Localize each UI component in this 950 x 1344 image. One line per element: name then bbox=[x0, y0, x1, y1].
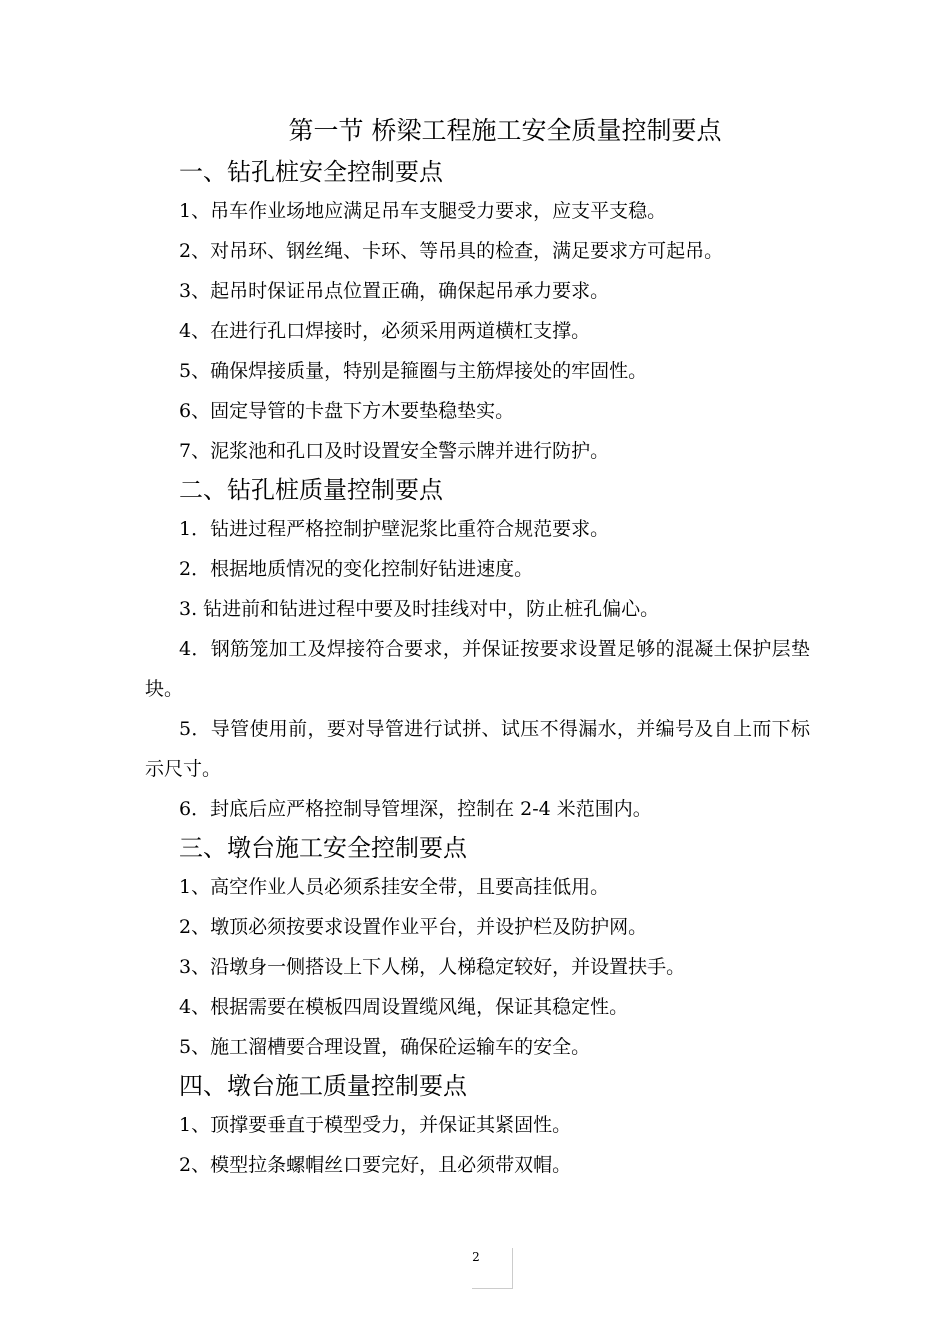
section-heading: 一、钻孔桩安全控制要点 bbox=[179, 158, 443, 186]
document-body bbox=[145, 153, 810, 1185]
list-item: 3. 钻进前和钻进过程中要及时挂线对中，防止桩孔偏心。 bbox=[179, 598, 660, 620]
list-item: 4、根据需要在模板四周设置缆风绳，保证其稳定性。 bbox=[179, 996, 629, 1018]
section-pier-quality bbox=[145, 1067, 810, 1185]
list-item: 6．封底后应严格控制导管埋深，控制在 2-4 米范围内。 bbox=[179, 798, 652, 820]
section-heading: 三、墩台施工安全控制要点 bbox=[179, 834, 467, 862]
list-item: 5、确保焊接质量，特别是箍圈与主筋焊接处的牢固性。 bbox=[179, 360, 648, 382]
list-item: 3、沿墩身一侧搭设上下人梯，人梯稳定较好，并设置扶手。 bbox=[179, 956, 686, 978]
list-item: 3、起吊时保证吊点位置正确，确保起吊承力要求。 bbox=[179, 280, 610, 302]
list-item: 1．钻进过程严格控制护壁泥浆比重符合规范要求。 bbox=[179, 518, 610, 540]
list-item: 4．钢筋笼加工及焊接符合要求，并保证按要求设置足够的混凝土保护层垫块。 bbox=[145, 638, 810, 700]
page-footer bbox=[472, 1248, 513, 1289]
section-drilled-pile-quality bbox=[145, 471, 810, 829]
list-item: 2．根据地质情况的变化控制好钻进速度。 bbox=[179, 558, 534, 580]
section-heading: 四、墩台施工质量控制要点 bbox=[179, 1072, 467, 1100]
list-item: 1、吊车作业场地应满足吊车支腿受力要求，应支平支稳。 bbox=[179, 200, 667, 222]
section-heading: 二、钻孔桩质量控制要点 bbox=[179, 476, 443, 504]
list-item: 4、在进行孔口焊接时，必须采用两道横杠支撑。 bbox=[179, 320, 591, 342]
list-item: 2、对吊环、钢丝绳、卡环、等吊具的检查，满足要求方可起吊。 bbox=[179, 240, 724, 262]
page-title: 第一节 桥梁工程施工安全质量控制要点 bbox=[288, 116, 722, 145]
page-number: 2 bbox=[472, 1250, 480, 1264]
list-item: 2、墩顶必须按要求设置作业平台，并设护栏及防护网。 bbox=[179, 916, 648, 938]
section-drilled-pile-safety bbox=[145, 153, 810, 471]
section-pier-safety bbox=[145, 829, 810, 1067]
list-item: 5．导管使用前，要对导管进行试拼、试压不得漏水，并编号及自上而下标示尺寸。 bbox=[145, 718, 810, 780]
list-item: 6、固定导管的卡盘下方木要垫稳垫实。 bbox=[179, 400, 515, 422]
list-item: 1、高空作业人员必须系挂安全带，且要高挂低用。 bbox=[179, 876, 610, 898]
list-item: 7、泥浆池和孔口及时设置安全警示牌并进行防护。 bbox=[179, 440, 610, 462]
list-item: 1、顶撑要垂直于模型受力，并保证其紧固性。 bbox=[179, 1114, 572, 1136]
list-item: 5、施工溜槽要合理设置，确保砼运输车的安全。 bbox=[179, 1036, 591, 1058]
list-item: 2、模型拉条螺帽丝口要完好，且必须带双帽。 bbox=[179, 1154, 572, 1176]
